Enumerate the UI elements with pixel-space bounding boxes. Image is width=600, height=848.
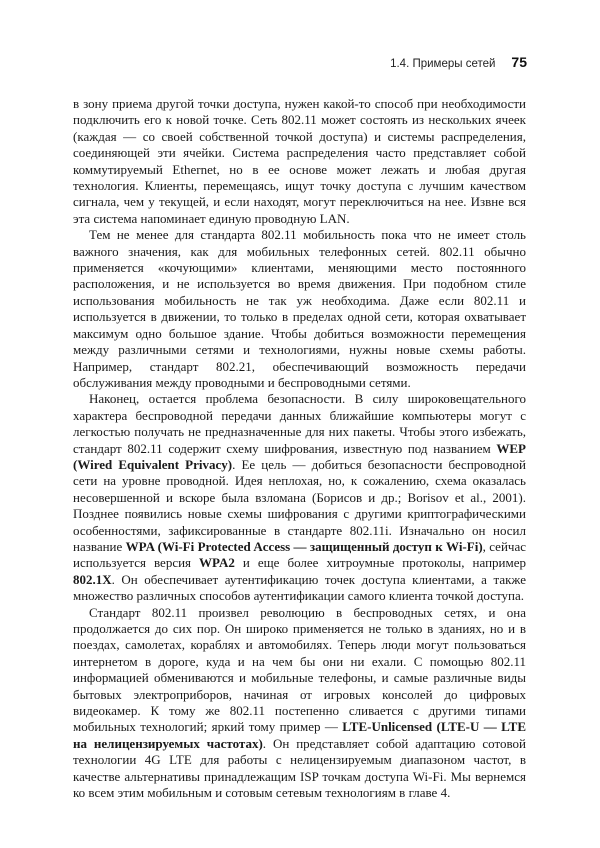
bold-term: WEP (Wired Equivalent Privacy) (73, 440, 526, 472)
text-run: . Он обеспечивает аутентификацию точек доступа клиентами, а также множество различных способов аутентификации самого клиента точкой доступа. (73, 571, 526, 604)
text-run: Наконец, остается проблема безопасности. В силу широковещательного характера беспроводной передачи данных ближайшие компьютеры могут с легкостью получать не предназначенные для них пакеты. Чтобы этого избежать, стандарт 802.11 содержит схему шифрования, известную под названием (73, 391, 526, 456)
body-text (73, 96, 526, 801)
text-run: в зону приема другой точки доступа, нужен какой-то способ при необходимости подключить его к новой точке. Сеть 802.11 может состоять из нескольких ячеек (каждая — со своей собственной точкой доступа) и системы распределения, соединяющей эти ячейки. Система распределения часто представляет собой коммутируемый Ethernet, но в ее основе может лежать и любая другая технология. Клиенты, перемещаясь, ищут точку доступа с лучшим качеством сигнала, чем у текущей, и если находят, могут переключиться на нее. Извне вся эта система напоминает единую проводную LAN. (73, 96, 526, 226)
text-run: , сейчас используется версия (73, 538, 526, 571)
page-number: 75 (511, 54, 527, 70)
bold-term: WPA2 (199, 555, 235, 571)
text-run: Тем не менее для стандарта 802.11 мобильность пока что не имеет столь важного значения, как для мобильных телефонных сетей. 802.11 обычно применяется «кочующими» клиентами, меняющими место постоянного расположения, и не используется во время движения. При подобном стиле использования мобильность не так уж необходима. Даже если 802.11 и используется в движении, то только в пределах одной сети, которая охватывает максимум одно большое здание. Чтобы добиться возможности перемещения между различными сетями и технологиями, нужны новые схемы работы. Например, стандарт 802.21, обеспечивающий возможность передачи обслуживания между проводными и беспроводными сетями. (73, 227, 526, 390)
bold-term: LTE-Unlicensed (LTE-U — LTE на нелицензируемых частотах) (73, 719, 526, 751)
paragraph-3 (73, 391, 526, 604)
paragraph-2 (73, 227, 526, 391)
section-label: 1.4. Примеры сетей (390, 58, 496, 70)
bold-term: 802.1X (73, 571, 112, 587)
paragraph-4 (73, 605, 526, 802)
text-run: . Ее цель — добиться безопасности беспроводной сети на уровне проводной. Идея неплохая, но, к сожалению, схема оказалась несовершенной и вскоре была взломана (Борисов и др.; Borisov et al., 2001). Позднее появились новые схемы шифрования с другими криптографическими особенностями, зафиксированные в стандарте 802.11i. Изначально он носил название (73, 456, 526, 554)
text-run: . Он представляет собой адаптацию сотовой технологии 4G LTE для работы с нелицензируемым диапазоном частот, в качестве альтернативы принадлежащим ISP точкам доступа Wi-Fi. Мы вернемся ко всем этим мобильным и сотовым сетевым технологиям в главе 4. (73, 735, 526, 801)
bold-term: WPA (Wi-Fi Protected Access — защищенный доступ к Wi-Fi) (125, 538, 483, 554)
text-run: и еще более хитроумные протоколы, например (234, 555, 526, 571)
paragraph-1 (73, 96, 526, 227)
text-run: Стандарт 802.11 произвел революцию в беспроводных сетях, и она продолжается до сих пор. Он широко применяется не только в зданиях, но и в поездах, самолетах, кораблях и автомобилях. Теперь люди могут пользоваться интернетом в дороге, куда и на чем бы они ни ехали. С помощью 802.11 информацией обмениваются и мобильные телефоны, и самые различные виды бытовых электроприборов, начиная от игровых консолей до цифровых видеокамер. К тому же 802.11 постепенно сливается с другими типами мобильных технологий; яркий тому пример — (73, 604, 526, 735)
running-head (390, 54, 527, 70)
